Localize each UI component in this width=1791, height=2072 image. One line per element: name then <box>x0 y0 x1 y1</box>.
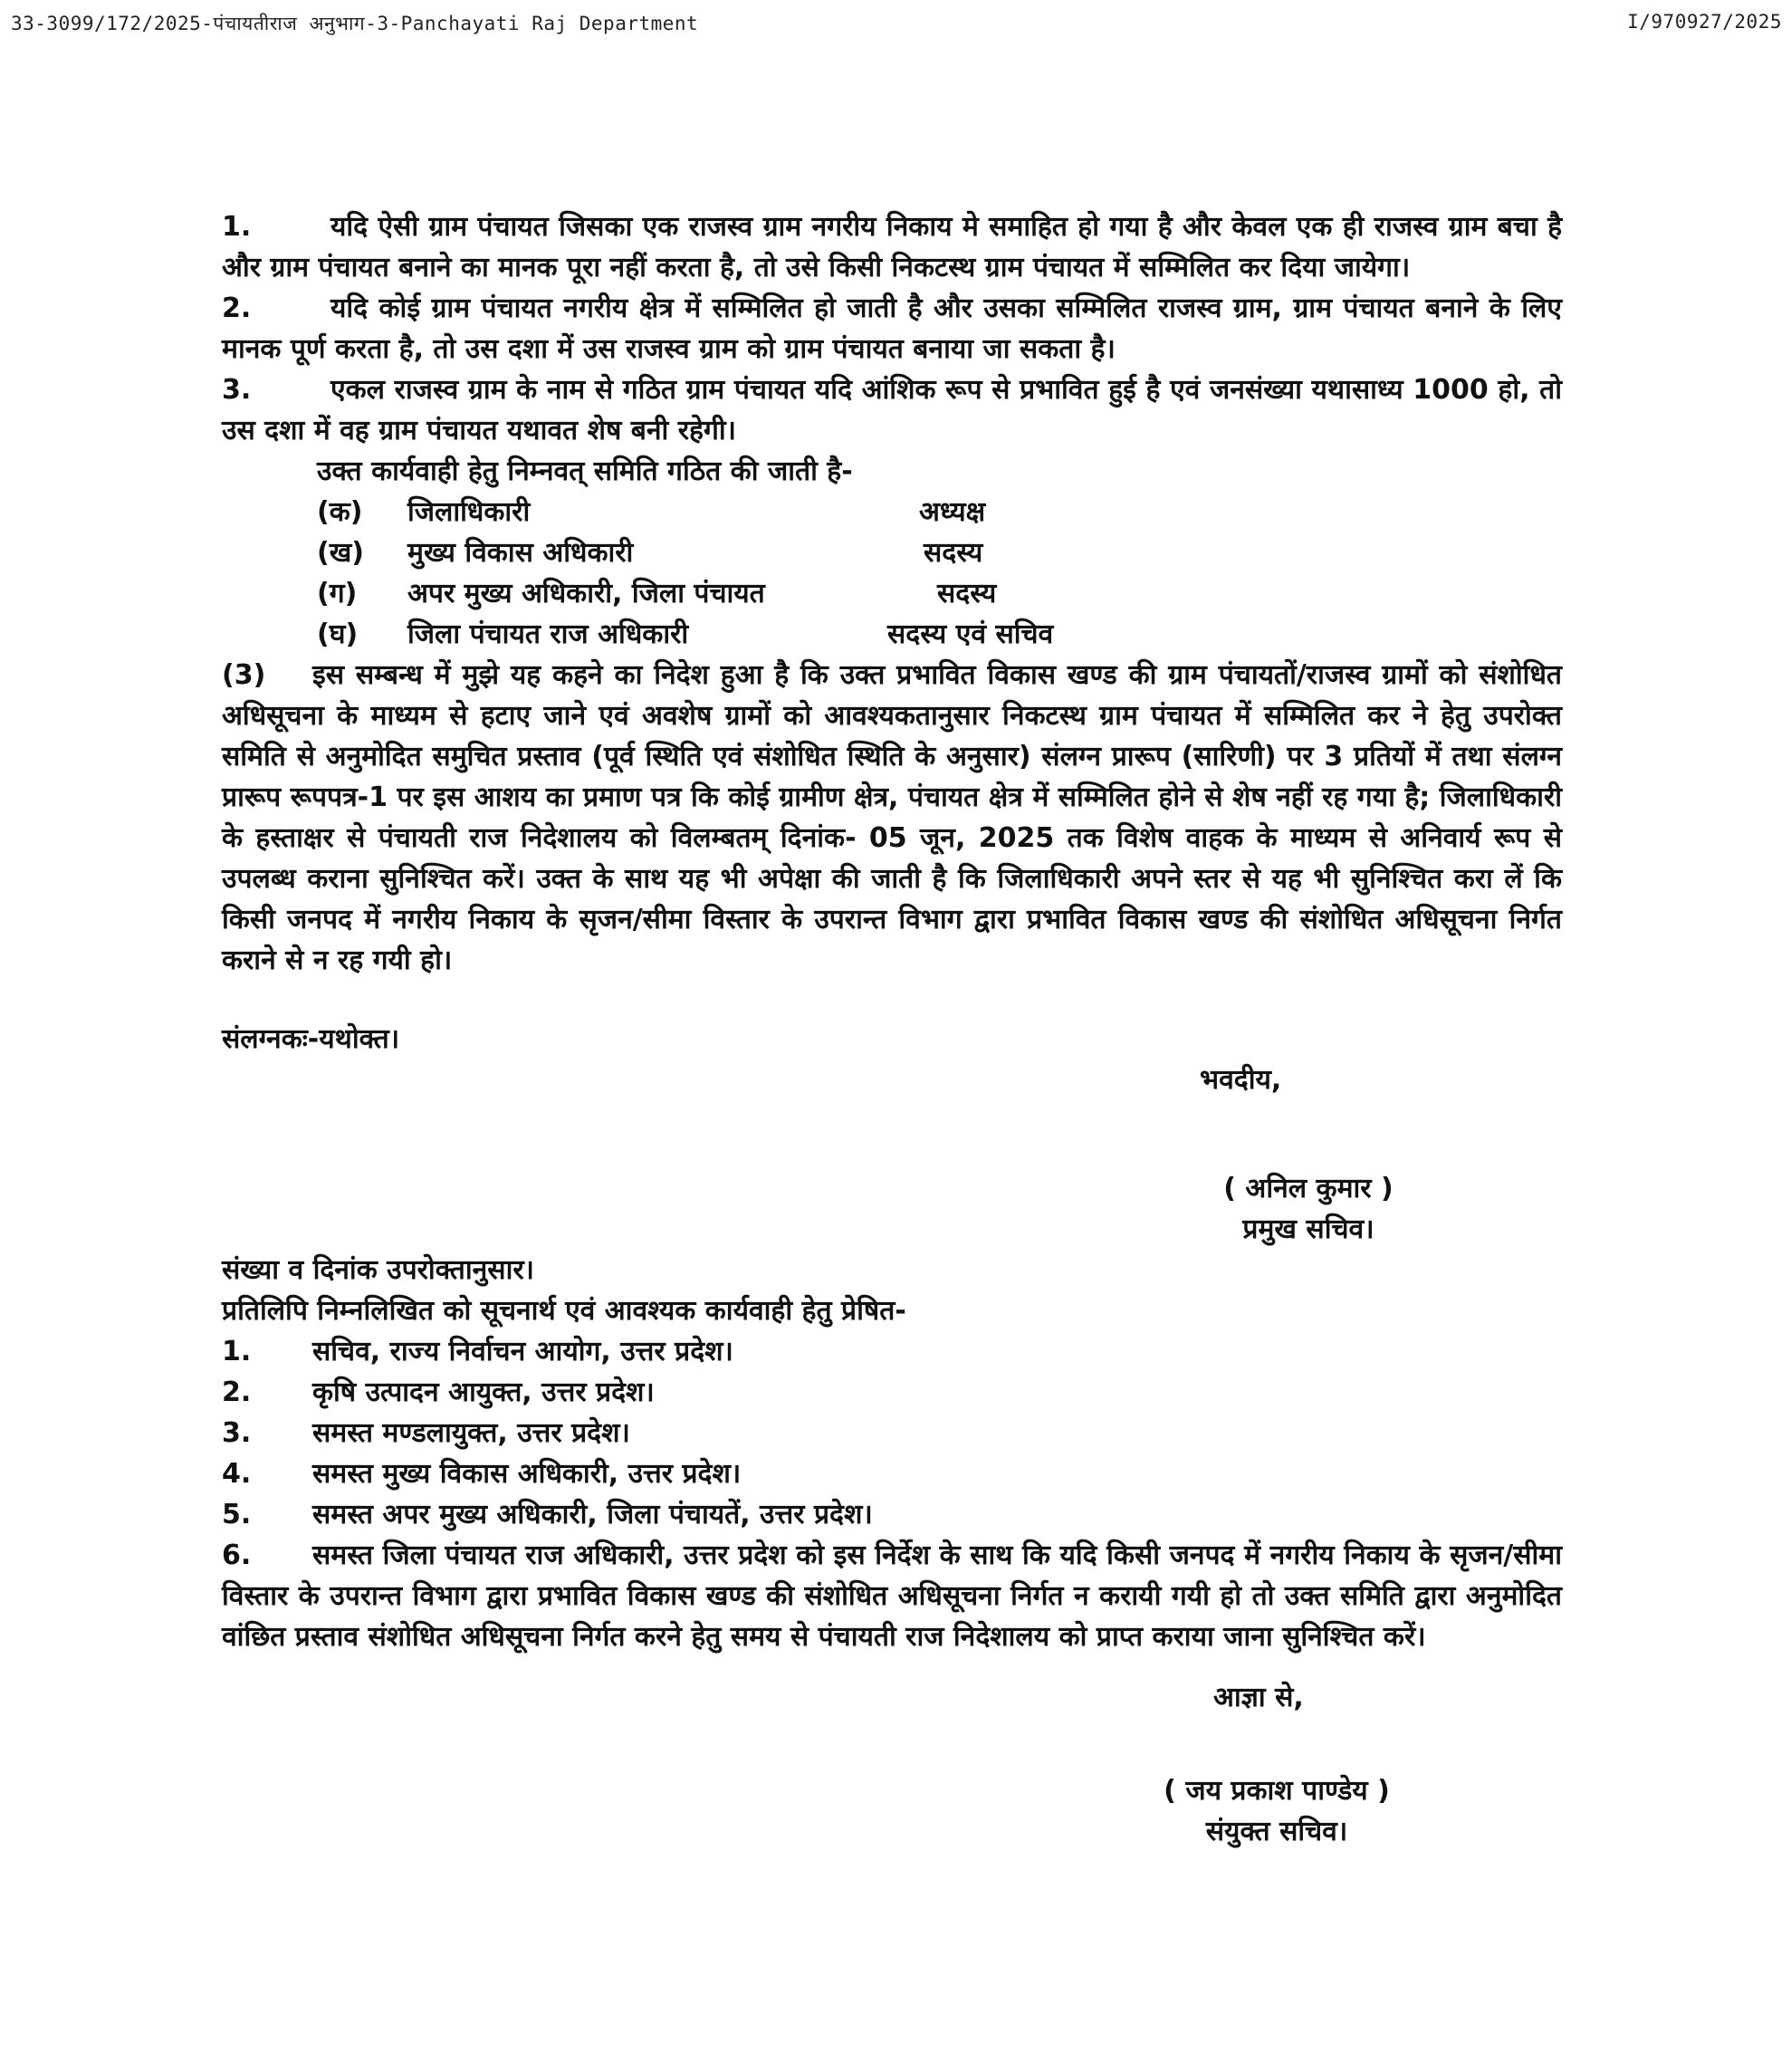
header-document-number: I/970927/2025 <box>1627 11 1782 33</box>
signatory-designation: संयुक्त सचिव। <box>1205 1816 1348 1847</box>
point-number: 2. <box>222 293 252 324</box>
member-name: मुख्य विकास अधिकारी <box>407 537 634 569</box>
paragraph-number: (3) <box>222 659 266 691</box>
copy-item <box>222 1372 1562 1413</box>
member-label: (ग) <box>317 578 358 609</box>
member-name: जिला पंचायत राज अधिकारी <box>407 619 689 650</box>
point-text: एकल राजस्व ग्राम के नाम से गठित ग्राम पंचायत यदि आंशिक रूप से प्रभावित हुई है एवं जनसंख्या यथासाध्य 1000 हो, तो उस दशा में वह ग्राम पंचायत यथावत शेष बनी रहेगी। <box>222 374 1562 446</box>
member-name: अपर मुख्य अधिकारी, जिला पंचायत <box>407 578 765 609</box>
signature-block-2 <box>222 1657 1562 1847</box>
committee-member <box>222 532 1562 573</box>
copy-item-text: समस्त मण्डलायुक्त, उत्तर प्रदेश। <box>312 1417 630 1449</box>
copy-item-number: 6. <box>222 1540 252 1571</box>
closing: भवदीय, <box>1200 1064 1282 1096</box>
committee-member <box>222 573 1562 614</box>
point-number: 3. <box>222 374 252 406</box>
copy-item <box>222 1331 1562 1372</box>
point-2 <box>222 288 1562 369</box>
copy-item-text: समस्त जिला पंचायत राज अधिकारी, उत्तर प्रदेश को इस निर्देश के साथ कि यदि किसी जनपद में नगरीय निकाय के सृजन/सीमा विस्तार के उपरान्त विभाग द्वारा प्रभावित विकास खण्ड की संशोधित अधिसूचना निर्गत न करायी गयी हो तो उक्त समिति द्वारा अनुमोदित वांछित प्रस्ताव संशोधित अधिसूचना निर्गत करने हेतु समय से पंचायती राज निदेशालय को प्राप्त कराया जाना सुनिश्चित करें। <box>222 1540 1562 1653</box>
copy-item <box>222 1535 1562 1657</box>
copy-item <box>222 1494 1562 1535</box>
member-role: सदस्य एवं सचिव <box>887 619 1054 650</box>
copy-item-number: 3. <box>222 1417 252 1449</box>
point-1 <box>222 206 1562 288</box>
paragraph-3 <box>222 655 1562 981</box>
point-text: यदि ऐसी ग्राम पंचायत जिसका एक राजस्व ग्राम नगरीय निकाय मे समाहित हो गया है और केवल एक ही राजस्व ग्राम बचा है और ग्राम पंचायत बनाने का मानक पूरा नहीं करता है, तो उसे किसी निकटस्थ ग्राम पंचायत में सम्मिलित कर दिया जायेगा। <box>222 211 1562 283</box>
letter-body <box>222 206 1562 1847</box>
point-text: यदि कोई ग्राम पंचायत नगरीय क्षेत्र में सम्मिलित हो जाती है और उसका सम्मिलित राजस्व ग्राम, ग्राम पंचायत बनाने के लिए मानक पूर्ण करता है, तो उस दशा में उस राजस्व ग्राम को ग्राम पंचायत बनाया जा सकता है। <box>222 293 1562 365</box>
enclosure-note: संलग्नकः-यथोक्त। <box>222 1023 400 1055</box>
member-name: जिलाधिकारी <box>407 496 531 528</box>
member-label: (घ) <box>317 619 359 650</box>
copy-item <box>222 1453 1562 1494</box>
point-3 <box>222 369 1562 451</box>
member-role: सदस्य <box>937 578 997 609</box>
copy-item-number: 1. <box>222 1336 252 1367</box>
copy-item-text: समस्त मुख्य विकास अधिकारी, उत्तर प्रदेश। <box>312 1458 742 1490</box>
reference-line: संख्या व दिनांक उपरोक्तानुसार। <box>222 1254 534 1286</box>
copy-item-text: कृषि उत्पादन आयुक्त, उत्तर प्रदेश। <box>312 1377 655 1408</box>
header-file-reference: 33-3099/172/2025-पंचायतीराज अनुभाग-3-Panchayati Raj Department <box>11 13 699 34</box>
copy-item-number: 4. <box>222 1458 252 1490</box>
member-label: (क) <box>317 496 363 528</box>
copy-item-number: 2. <box>222 1377 252 1408</box>
copy-item <box>222 1413 1562 1453</box>
point-number: 1. <box>222 211 252 243</box>
member-role: अध्यक्ष <box>919 496 986 528</box>
copy-item-text: सचिव, राज्य निर्वाचन आयोग, उत्तर प्रदेश। <box>312 1336 733 1367</box>
copy-item-text: समस्त अपर मुख्य अधिकारी, जिला पंचायतें, उत्तर प्रदेश। <box>312 1499 873 1530</box>
signatory-designation: प्रमुख सचिव। <box>1242 1213 1374 1245</box>
copy-intro: प्रतिलिपि निम्नलिखित को सूचनार्थ एवं आवश्यक कार्यवाही हेतु प्रेषित- <box>222 1295 906 1327</box>
committee-member <box>222 492 1562 532</box>
copy-item-number: 5. <box>222 1499 252 1530</box>
closing: आज्ञा से, <box>1213 1682 1304 1713</box>
signatory-name: ( जय प्रकाश पाण्डेय ) <box>1164 1775 1390 1807</box>
signature-block-1 <box>222 1060 1562 1250</box>
member-role: सदस्य <box>924 537 983 569</box>
paragraph-text: इस सम्बन्ध में मुझे यह कहने का निदेश हुआ है कि उक्त प्रभावित विकास खण्ड की ग्राम पंचायतों/राजस्व ग्रामों को संशोधित अधिसूचना के माध्यम से हटाए जाने एवं अवशेष ग्रामों को आवश्यकतानुसार निकटस्थ ग्राम पंचायत में सम्मिलित कर ने हेतु उपरोक्त समिति से अनुमोदित समुचित प्रस्ताव (पूर्व स्थिति एवं संशोधित स्थिति के अनुसार) संलग्न प्रारूप (सारिणी) पर 3 प्रतियों में तथा संलग्न प्रारूप रूपपत्र-1 पर इस आशय का प्रमाण पत्र कि कोई ग्रामीण क्षेत्र, पंचायत क्षेत्र में सम्मिलित होने से शेष नहीं रह गया है; जिलाधिकारी के हस्ताक्षर से पंचायती राज निदेशालय को विलम्बतम् दिनांक- 05 जून, 2025 तक विशेष वाहक के माध्यम से अनिवार्य रूप से उपलब्ध कराना सुनिश्चित करें। उक्त के साथ यह भी अपेक्षा की जाती है कि जिलाधिकारी अपने स्तर से यह भी सुनिश्चित करा लें कि किसी जनपद में नगरीय निकाय के सृजन/सीमा विस्तार के उपरान्त विभाग द्वारा प्रभावित विकास खण्ड की संशोधित अधिसूचना निर्गत कराने से न रह गयी हो। <box>222 659 1562 976</box>
committee-member <box>222 614 1562 655</box>
signatory-name: ( अनिल कुमार ) <box>1223 1173 1394 1204</box>
committee-intro: उक्त कार्यवाही हेतु निम्नवत् समिति गठित की जाती है- <box>317 456 853 487</box>
member-label: (ख) <box>317 537 364 569</box>
